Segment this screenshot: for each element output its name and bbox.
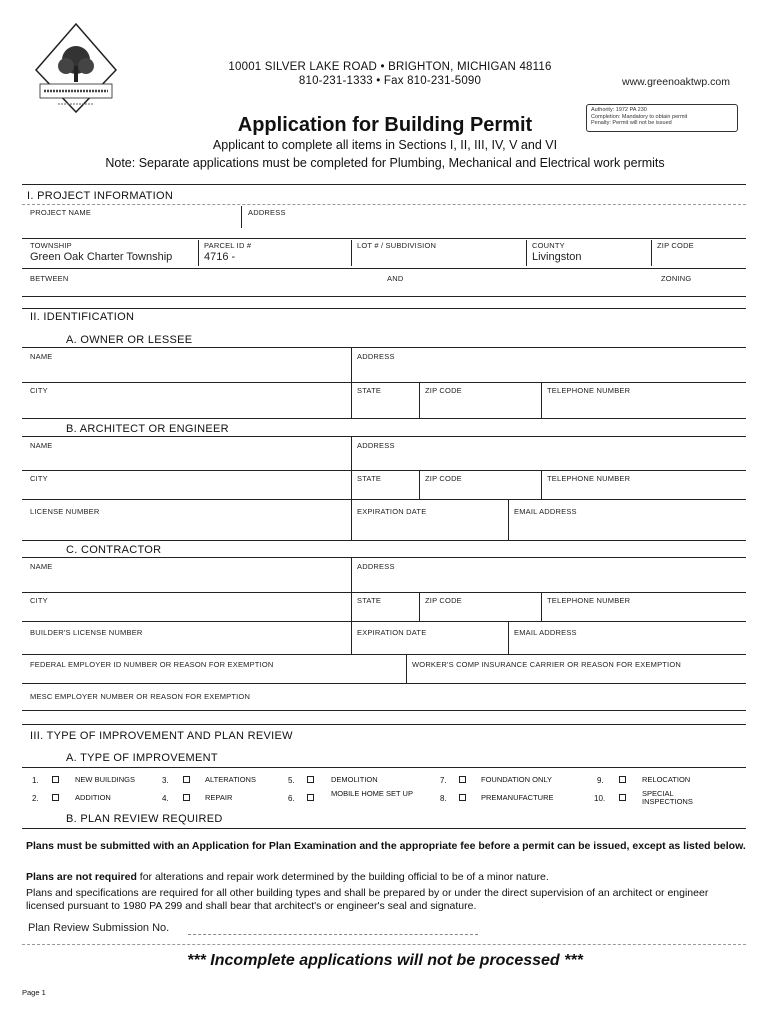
plan-review-heading: B. PLAN REVIEW REQUIRED bbox=[66, 813, 223, 825]
architect-expiration-label: EXPIRATION DATE bbox=[357, 507, 427, 516]
section-2-heading: II. IDENTIFICATION bbox=[30, 311, 135, 323]
divider bbox=[22, 944, 746, 945]
mesc-label: MESC EMPLOYER NUMBER OR REASON FOR EXEMPTION bbox=[30, 692, 251, 701]
owner-telephone-label: TELEPHONE NUMBER bbox=[547, 386, 631, 395]
authority-line: Authority: 1972 PA 230 bbox=[591, 107, 647, 113]
divider bbox=[22, 470, 746, 471]
address-line-1: 10001 SILVER LAKE ROAD • BRIGHTON, MICHIGAN 48116 bbox=[228, 61, 552, 73]
divider bbox=[419, 593, 420, 621]
architect-heading: B. ARCHITECT OR ENGINEER bbox=[66, 423, 229, 435]
divider bbox=[22, 683, 746, 684]
option-number: 4. bbox=[162, 794, 169, 803]
checkbox-foundation-only[interactable] bbox=[459, 776, 466, 783]
divider bbox=[541, 383, 542, 418]
plans-not-required-rest: for alterations and repair work determined by the building official to be of a minor nature. bbox=[136, 871, 549, 883]
divider bbox=[541, 593, 542, 621]
divider bbox=[508, 500, 509, 540]
architect-email-label: EMAIL ADDRESS bbox=[514, 507, 577, 516]
checkbox-addition[interactable] bbox=[52, 794, 59, 801]
divider bbox=[351, 348, 352, 418]
divider bbox=[419, 471, 420, 499]
divider bbox=[22, 184, 746, 185]
divider bbox=[22, 654, 746, 655]
option-label: DEMOLITION bbox=[331, 775, 378, 784]
architect-state-label: STATE bbox=[357, 474, 382, 483]
option-label: SPECIAL INSPECTIONS bbox=[642, 789, 693, 806]
architect-telephone-label: TELEPHONE NUMBER bbox=[547, 474, 631, 483]
contractor-city-label: CITY bbox=[30, 596, 48, 605]
divider bbox=[22, 724, 746, 725]
township-value[interactable]: Green Oak Charter Township bbox=[30, 251, 173, 263]
contractor-name-label: NAME bbox=[30, 562, 53, 571]
divider bbox=[22, 621, 746, 622]
contractor-heading: C. CONTRACTOR bbox=[66, 544, 162, 556]
type-of-improvement-heading: A. TYPE OF IMPROVEMENT bbox=[66, 752, 218, 764]
contractor-state-label: STATE bbox=[357, 596, 382, 605]
option-number: 2. bbox=[32, 794, 39, 803]
divider bbox=[22, 268, 746, 269]
and-label: AND bbox=[387, 274, 404, 283]
checkbox-premanufacture[interactable] bbox=[459, 794, 466, 801]
owner-heading: A. OWNER OR LESSEE bbox=[66, 334, 193, 346]
architect-zip-label: ZIP CODE bbox=[425, 474, 462, 483]
township-logo bbox=[34, 22, 118, 114]
architect-city-label: CITY bbox=[30, 474, 48, 483]
section-1-heading: I. PROJECT INFORMATION bbox=[27, 190, 174, 202]
contractor-address-label: ADDRESS bbox=[357, 562, 395, 571]
plans-required-paragraph: Plans must be submitted with an Application for Plan Examination and the appropriate fee before a permit can be issued, except as listed below. bbox=[26, 840, 746, 852]
owner-name-label: NAME bbox=[30, 352, 53, 361]
section-3-heading: III. TYPE OF IMPROVEMENT AND PLAN REVIEW bbox=[30, 730, 293, 742]
plan-review-submission-field[interactable] bbox=[188, 934, 478, 935]
divider bbox=[406, 655, 407, 683]
option-label: PREMANUFACTURE bbox=[481, 793, 554, 802]
divider bbox=[241, 206, 242, 228]
divider bbox=[508, 622, 509, 654]
page-note: Note: Separate applications must be completed for Plumbing, Mechanical and Electrical work permits bbox=[105, 156, 665, 170]
divider bbox=[22, 382, 746, 383]
county-value[interactable]: Livingston bbox=[532, 251, 582, 263]
checkbox-relocation[interactable] bbox=[619, 776, 626, 783]
option-number: 9. bbox=[597, 776, 604, 785]
divider bbox=[22, 238, 746, 239]
between-label: BETWEEN bbox=[30, 274, 69, 283]
option-number: 8. bbox=[440, 794, 447, 803]
divider bbox=[22, 296, 746, 297]
address-label: ADDRESS bbox=[248, 208, 286, 217]
divider bbox=[651, 240, 652, 266]
option-label: MOBILE HOME SET UP bbox=[331, 789, 413, 798]
checkbox-alterations[interactable] bbox=[183, 776, 190, 783]
checkbox-mobile-home[interactable] bbox=[307, 794, 314, 801]
divider bbox=[351, 240, 352, 266]
checkbox-new-buildings[interactable] bbox=[52, 776, 59, 783]
architect-name-label: NAME bbox=[30, 441, 53, 450]
contractor-telephone-label: TELEPHONE NUMBER bbox=[547, 596, 631, 605]
divider bbox=[22, 499, 746, 500]
checkbox-special-inspections[interactable] bbox=[619, 794, 626, 801]
lot-subdivision-label: LOT # / SUBDIVISION bbox=[357, 241, 437, 250]
option-number: 1. bbox=[32, 776, 39, 785]
option-label: FOUNDATION ONLY bbox=[481, 775, 552, 784]
project-name-label: PROJECT NAME bbox=[30, 208, 92, 217]
owner-address-label: ADDRESS bbox=[357, 352, 395, 361]
zoning-label: ZONING bbox=[661, 274, 692, 283]
divider bbox=[22, 308, 746, 309]
divider bbox=[22, 418, 746, 419]
contractor-zip-label: ZIP CODE bbox=[425, 596, 462, 605]
divider bbox=[526, 240, 527, 266]
plan-review-submission-label: Plan Review Submission No. bbox=[28, 922, 170, 934]
owner-zip-label: ZIP CODE bbox=[425, 386, 462, 395]
township-label: TOWNSHIP bbox=[30, 241, 72, 250]
option-number: 5. bbox=[288, 776, 295, 785]
penalty-line: Penalty: Permit will not be issued bbox=[591, 120, 672, 126]
divider bbox=[22, 767, 746, 768]
divider bbox=[419, 383, 420, 418]
plans-specifications-paragraph: Plans and specifications are required for all other building types and shall be prepared by or under the direct supervision of an architect or engineer licensed pursuant to 1980 PA 299 and shall bear that architect's or engineer's seal and signature. bbox=[26, 887, 709, 912]
parcel-value[interactable]: 4716 - bbox=[204, 251, 236, 263]
option-number: 10. bbox=[594, 794, 606, 803]
divider bbox=[22, 204, 746, 205]
zip-label: ZIP CODE bbox=[657, 241, 694, 250]
option-label: REPAIR bbox=[205, 793, 233, 802]
parcel-label: PARCEL ID # bbox=[204, 241, 252, 250]
federal-employer-label: FEDERAL EMPLOYER ID NUMBER OR REASON FOR EXEMPTION bbox=[30, 660, 274, 669]
plans-not-required-paragraph bbox=[26, 871, 746, 884]
contractor-email-label: EMAIL ADDRESS bbox=[514, 628, 577, 637]
workers-comp-label: WORKER'S COMP INSURANCE CARRIER OR REASON FOR EXEMPTION bbox=[412, 660, 681, 669]
checkbox-demolition[interactable] bbox=[307, 776, 314, 783]
divider bbox=[198, 240, 199, 266]
option-label: RELOCATION bbox=[642, 775, 691, 784]
option-label: ADDITION bbox=[75, 793, 111, 802]
divider bbox=[351, 437, 352, 541]
divider bbox=[22, 436, 746, 437]
checkbox-repair[interactable] bbox=[183, 794, 190, 801]
builders-license-label: BUILDER'S LICENSE NUMBER bbox=[30, 628, 143, 637]
address-line-2: 810-231-1333 • Fax 810-231-5090 bbox=[298, 75, 482, 87]
option-number: 3. bbox=[162, 776, 169, 785]
page-number: Page 1 bbox=[22, 988, 46, 997]
option-number: 7. bbox=[440, 776, 447, 785]
divider bbox=[351, 558, 352, 654]
divider bbox=[22, 557, 746, 558]
county-label: COUNTY bbox=[532, 241, 565, 250]
divider bbox=[22, 828, 746, 829]
option-label: ALTERATIONS bbox=[205, 775, 256, 784]
option-number: 6. bbox=[288, 794, 295, 803]
option-label: NEW BUILDINGS bbox=[75, 775, 136, 784]
contractor-expiration-label: EXPIRATION DATE bbox=[357, 628, 427, 637]
owner-city-label: CITY bbox=[30, 386, 48, 395]
completion-line: Completion: Mandatory to obtain permit bbox=[591, 113, 688, 120]
divider bbox=[541, 471, 542, 499]
architect-address-label: ADDRESS bbox=[357, 441, 395, 450]
divider bbox=[22, 540, 746, 541]
architect-license-label: LICENSE NUMBER bbox=[30, 507, 100, 516]
page-subtitle: Applicant to complete all items in Sections I, II, III, IV, V and VI bbox=[212, 138, 558, 152]
incomplete-warning: *** Incomplete applications will not be processed *** bbox=[187, 952, 583, 969]
website: www.greenoaktwp.com bbox=[622, 76, 730, 88]
header-address bbox=[150, 60, 630, 88]
divider bbox=[22, 592, 746, 593]
owner-state-label: STATE bbox=[357, 386, 382, 395]
divider bbox=[22, 347, 746, 348]
plans-not-required-bold: Plans are not required bbox=[26, 871, 137, 883]
divider bbox=[22, 710, 746, 711]
page-title: Application for Building Permit bbox=[237, 114, 533, 136]
